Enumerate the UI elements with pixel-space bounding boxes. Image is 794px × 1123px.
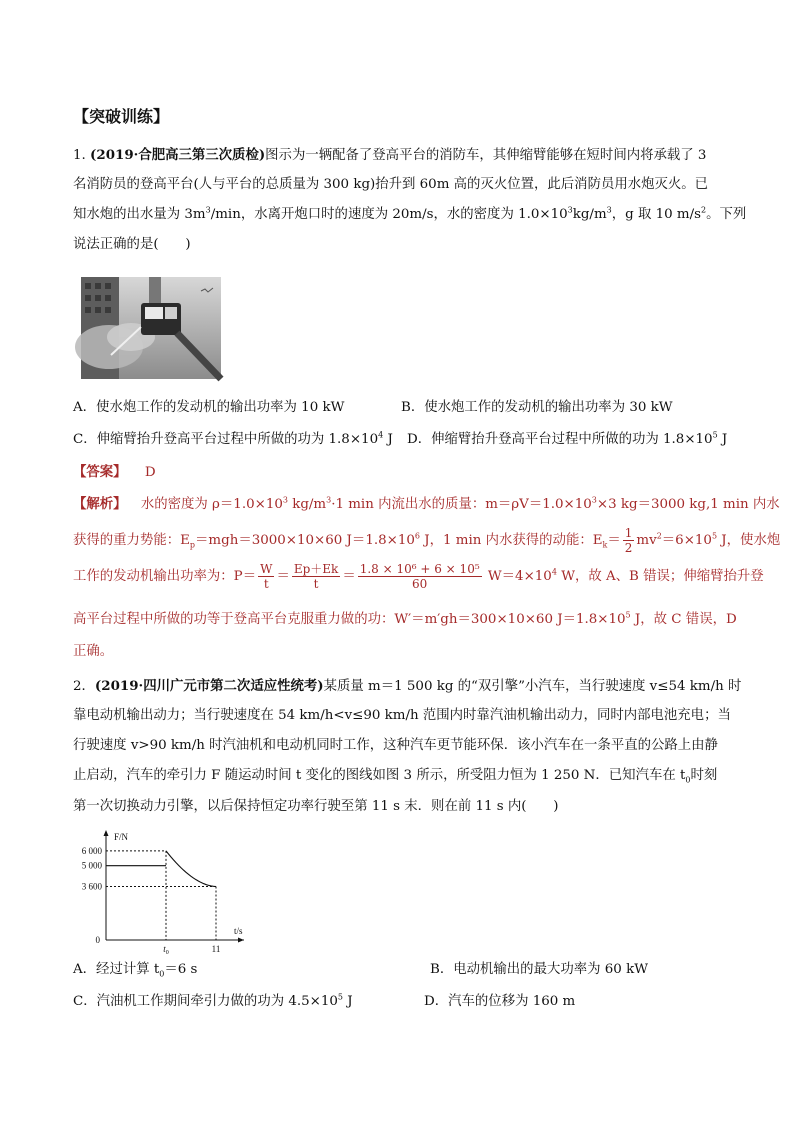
y-tick-label: 3 600 bbox=[81, 881, 102, 892]
x-tick-label-11: 11 bbox=[211, 944, 221, 954]
q2-line5: 第一次切换动力引擎，以后保持恒定功率行驶至第 11 s 末．则在前 11 s 内( ) bbox=[73, 799, 559, 814]
q1-analysis-line5: 正确。 bbox=[73, 644, 114, 659]
q1-analysis-line4: 高平台过程中所做的功等于登高平台克服重力做的功：W′＝m′gh＝300×10×60 $J=1.8\times 10^5$ J，故 C 错误，D bbox=[73, 610, 737, 627]
q1-line2: 名消防员的登高平台(人与平台的总质量为 300 kg)抬升到 60m 高的灭火位置，此后消防员用水炮灭火。已 bbox=[73, 177, 709, 192]
q2-option-b[interactable]: B．电动机输出的最大功率为 60 kW bbox=[430, 962, 648, 977]
q1-source: (2019·合肥高三第三次质检) bbox=[90, 147, 266, 163]
q2-option-a[interactable]: A．经过计算 $t_0=6$ s bbox=[73, 962, 198, 979]
q1-line1 bbox=[73, 145, 706, 166]
section-title: 【突破训练】 bbox=[73, 107, 170, 126]
q2-line2: 靠电动机输出动力；当行驶速度在 54 km/h<v≤90 km/h 范围内时靠汽油机输出动力，同时内部电池充电；当 bbox=[73, 708, 731, 723]
q2-option-d[interactable]: D．汽车的位移为 160 m bbox=[424, 994, 576, 1009]
fraction-half: $\frac{1}{2}$ bbox=[624, 526, 633, 555]
q1-line4: 说法正确的是( ) bbox=[73, 237, 191, 252]
y-axis-label: F/N bbox=[114, 832, 129, 842]
x-axis-label: t/s bbox=[234, 926, 243, 936]
q2-line1: 2．(2019·四川广元市第二次适应性统考)某质量 m＝1 500 kg 的“双引擎”小汽车，当行驶速度 v≤54 km/h 时 bbox=[73, 678, 742, 694]
origin-label: 0 bbox=[95, 935, 100, 945]
q1-analysis-line2: 获得的重力势能：$E_p=mgh=3000\times 10\times 60$ $J=1.8\times 10^6$ J，1 min 内水获得的动能：$E_k=$ $\frac{1}{2}$ $mv^2=6\times 10^5$ J，使水炮 bbox=[73, 526, 781, 555]
q2-number: 2． bbox=[73, 679, 95, 694]
y-tick-label: 6 000 bbox=[81, 845, 102, 856]
x-tick-label-t0: $t_0$ bbox=[163, 944, 169, 956]
q1-option-c[interactable]: C．伸缩臂抬升登高平台过程中所做的功为 $1.8\times 10^4$ J bbox=[73, 430, 393, 447]
analysis-label: 【解析】 bbox=[73, 496, 127, 512]
q2-line4: 止启动，汽车的牵引力 F 随运动时间 t 变化的图线如图 3 所示，所受阻力恒为 1 250 N．已知汽车在 $t_0$时刻 bbox=[73, 768, 718, 785]
q1-line3: 知水炮的出水量为 $3m^3/\min$，水离开炮口时的速度为 20m/s，水的密度为 $1.0\times 10^3kg/m^3$，g 取 10 $m/s^2$。下列 bbox=[73, 205, 747, 222]
q2-line3: 行驶速度 v>90 km/h 时汽油机和电动机同时工作，这种汽车更节能环保．该小汽车在一条平直的公路上由静 bbox=[73, 738, 718, 753]
fraction-numeric: $\frac{\text{1.8 × 10⁶ + 6 × 10⁵}}{60}$ bbox=[359, 562, 480, 591]
fraction-energy-over-t: $\frac{Ep+Ek}{t}$ bbox=[293, 562, 339, 591]
q1-analysis-line1: 【解析】 水的密度为 $\rho=1.0\times 10^3$ $kg/m^3\cdot 1$ min 内流出水的质量：$m=\rho V=1.0\times 10^3\times 3$ kg＝3000 kg,1 min 内水 bbox=[73, 495, 780, 512]
q1-analysis-line3: 工作的发动机输出功率为：P＝ $\frac{W}{t}$ ＝ $\frac{Ep+Ek}{t}$ ＝ $\frac{\text{1.8 × 10⁶ + 6 × 10⁵}}{60}$ $W=4\times 10^4$ W，故 A、B 错误；伸缩臂抬升登 bbox=[73, 562, 764, 591]
fraction-w-over-t: $\frac{W}{t}$ bbox=[260, 562, 273, 591]
answer-label: 【答案】 bbox=[73, 464, 127, 480]
y-axis-arrow bbox=[104, 830, 109, 836]
y-tick-label: 5 000 bbox=[81, 860, 102, 871]
q1-text: 图示为一辆配备了登高平台的消防车，其伸缩臂能够在短时间内将承载了 3 bbox=[265, 148, 707, 163]
fire-truck-photo bbox=[81, 277, 221, 379]
q1-answer bbox=[73, 462, 156, 483]
q2-source: (2019·四川广元市第二次适应性统考) bbox=[94, 678, 324, 694]
q1-option-a[interactable]: A．使水炮工作的发动机的输出功率为 10 kW bbox=[73, 400, 345, 415]
q1-option-d[interactable]: D．伸缩臂抬升登高平台过程中所做的功为 $1.8\times 10^5$ J bbox=[407, 430, 728, 447]
x-axis-arrow bbox=[238, 938, 244, 943]
q2-option-c[interactable]: C．汽油机工作期间牵引力做的功为 $4.5\times 10^5$ J bbox=[73, 992, 353, 1009]
answer-value: D bbox=[144, 465, 156, 480]
force-time-chart bbox=[70, 828, 250, 956]
q1-number: 1. bbox=[73, 148, 86, 163]
series-gasoline-engine bbox=[166, 851, 216, 887]
q1-option-b[interactable]: B．使水炮工作的发动机的输出功率为 30 kW bbox=[401, 400, 673, 415]
